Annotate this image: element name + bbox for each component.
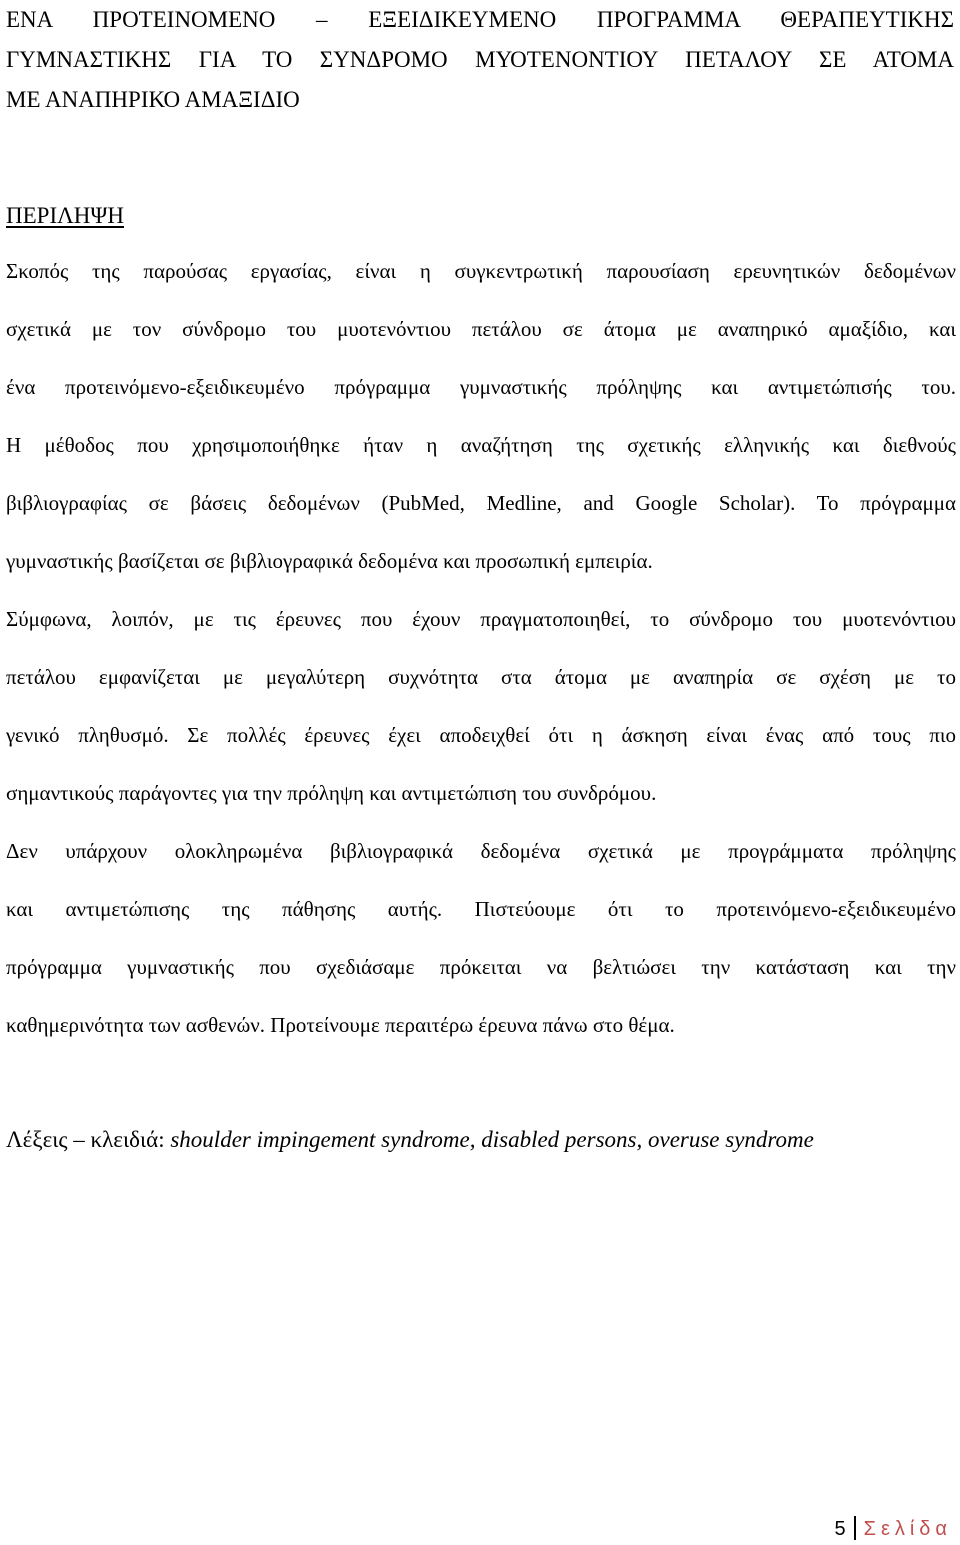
body-line: βιβλιογραφίας σε βάσεις δεδομένων (PubMed, Medline, and Google Scholar). Το πρόγραμμα — [6, 491, 956, 515]
body-line: ένα προτεινόμενο-εξειδικευμένο πρόγραμμα γυμναστικής πρόληψης και αντιμετώπισής του. — [6, 375, 956, 399]
body-line: γενικό πληθυσμό. Σε πολλές έρευνες έχει αποδειχθεί ότι η άσκηση είναι ένας από τους πιο — [6, 723, 956, 747]
body-line: σημαντικούς παράγοντες για την πρόληψη και αντιμετώπιση του συνδρόμου. — [6, 781, 657, 805]
title-line-1: ΕΝΑ ΠΡΟΤΕΙΝΟΜΕΝΟ – ΕΞΕΙΔΙΚΕΥΜΕΝΟ ΠΡΟΓΡΑΜΜΑ ΘΕΡΑΠΕΥΤΙΚΗΣ — [6, 7, 954, 32]
body-line: Σκοπός της παρούσας εργασίας, είναι η συγκεντρωτική παρουσίαση ερευνητικών δεδομένων — [6, 259, 956, 283]
keywords — [6, 1123, 814, 1157]
body-line: γυμναστικής βασίζεται σε βιβλιογραφικά δεδομένα και προσωπική εμπειρία. — [6, 549, 653, 573]
body-line: καθημερινότητα των ασθενών. Προτείνουμε περαιτέρω έρευνα πάνω στο θέμα. — [6, 1013, 675, 1037]
body-line: και αντιμετώπισης της πάθησης αυτής. Πιστεύουμε ότι το προτεινόμενο-εξειδικευμένο — [6, 897, 956, 921]
title-line-2: ΓΥΜΝΑΣΤΙΚΗΣ ΓΙΑ ΤΟ ΣΥΝΔΡΟΜΟ ΜΥΟΤΕΝΟΝΤΙΟΥ ΠΕΤΑΛΟΥ ΣΕ ΑΤΟΜΑ — [6, 47, 954, 72]
document-title — [6, 0, 954, 120]
body-line: Η μέθοδος που χρησιμοποιήθηκε ήταν η αναζήτηση της σχετικής ελληνικής και διεθνούς — [6, 433, 956, 457]
footer-separator — [854, 1516, 856, 1540]
abstract-heading: ΠΕΡΙΛΗΨΗ — [6, 203, 124, 228]
body-line: Σύμφωνα, λοιπόν, με τις έρευνες που έχουν πραγματοποιηθεί, το σύνδρομο του μυοτενόντιου — [6, 607, 956, 631]
body-line: πετάλου εμφανίζεται με μεγαλύτερη συχνότητα στα άτομα με αναπηρία σε σχέση με το — [6, 665, 956, 689]
page-footer — [834, 1516, 952, 1542]
body-line: σχετικά με τον σύνδρομο του μυοτενόντιου πετάλου σε άτομα με αναπηρικό αμαξίδιο, και — [6, 317, 956, 341]
body-line: Δεν υπάρχουν ολοκληρωμένα βιβλιογραφικά δεδομένα σχετικά με προγράμματα πρόληψης — [6, 839, 956, 863]
body-line: πρόγραμμα γυμναστικής που σχεδιάσαμε πρόκειται να βελτιώσει την κατάσταση και την — [6, 955, 956, 979]
keywords-label: Λέξεις – κλειδιά: — [6, 1127, 171, 1152]
abstract-body — [6, 242, 956, 1054]
page-word: Σελίδα — [863, 1518, 952, 1540]
keywords-values: shoulder impingement syndrome, disabled persons, overuse syndrome — [170, 1127, 814, 1152]
page-number: 5 — [834, 1518, 846, 1540]
title-line-3: ΜΕ ΑΝΑΠΗΡΙΚΟ ΑΜΑΞΙΔΙΟ — [6, 87, 300, 112]
